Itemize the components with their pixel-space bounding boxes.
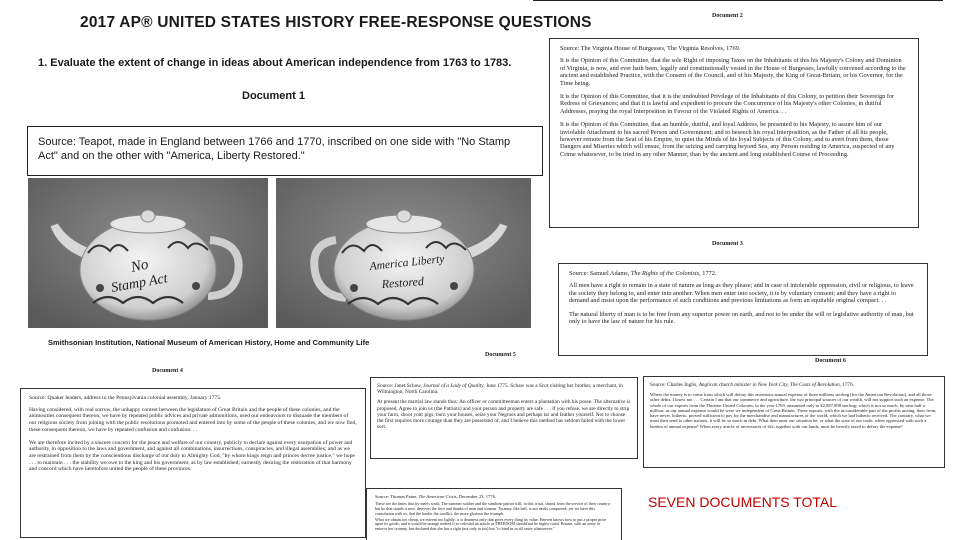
teapot-inscription-restored: Restored bbox=[381, 274, 425, 291]
teapot-inscription-stamp-act: Stamp Act bbox=[110, 271, 169, 296]
doc7-box bbox=[366, 488, 622, 540]
doc2-paragraph: It is the Opinion of this Committee, that an humble, dutiful, and loyal Address, be presented to his Majesty, to assure him of our inviolable Attachment to his sacred Person and Government; and to beseech his royal Interposition, as the Father of all his people, however remote from the Seat of his Empire, to quiet the Minds of his loyal Subjects of this Colony, and to avert from them, those Dangers and Miseries which will ensue, from the seizing and carrying beyond Sea, any Person residing in America, suspected of any Crime whatsoever, to be tried in any other Manner, than by the ancient and long established Course of Proceeding. bbox=[560, 121, 895, 158]
doc2-label: Document 2 bbox=[712, 13, 743, 19]
doc1-source-text: Source: Teapot, made in England between 1766 and 1770, inscribed on one side with "No Stamp Act" and on the other with "America, Liberty Restored." bbox=[38, 136, 511, 162]
doc2-box bbox=[549, 38, 919, 228]
doc5-source bbox=[377, 383, 631, 395]
doc6-source-suffix: 1776. bbox=[840, 382, 854, 388]
teapot-inscription-america-liberty: America Liberty bbox=[369, 253, 445, 273]
teapot-left-illustration bbox=[28, 178, 268, 328]
doc3-paragraph: All men have a right to remain in a state of nature as long as they please; and in case of intolerable oppression, civil or religious, to leave the society they belong to, and enter into another. When men enter into society, it is by voluntary consent; and they have a right to demand and insist upon the performance of such conditions and previous limitations as form an equitable original compact. . . bbox=[569, 282, 914, 305]
doc7-source-prefix: Source: Thomas Paine, bbox=[375, 494, 419, 499]
teapot-photo-no-stamp-act bbox=[28, 178, 268, 328]
doc4-label: Document 4 bbox=[152, 368, 183, 374]
doc2-source: Source: The Virginia House of Burgesses, The Virginia Resolves, 1769. bbox=[560, 45, 741, 52]
doc1-heading: Document 1 bbox=[242, 90, 305, 102]
doc3-box bbox=[558, 263, 928, 356]
doc6-source-prefix: Source: Charles Inglis, bbox=[650, 382, 699, 388]
doc2-paragraph: It is the Opinion of this Committee, that it is the undoubted Privilege of the Inhabitants of this Colony, to petition their Sovereign for Redress of Grievances; and that it is lawful and expedient to procure the Concurrence of his Majesty's other Colonies, in dutiful Addresses, praying the royal Interposition in Favour of the Violated Rights of America. . . bbox=[560, 93, 895, 115]
doc3-source-suffix: 1772. bbox=[700, 270, 717, 277]
doc4-paragraph: Having considered, with real sorrow, the unhappy contest between the legislature of Great Britain and the people of these colonies, and the animosities consequent thereon, we have by repeated public advices and private admonitions, used our endeavours to dissuade the members of our religious society from joining with the public resolutions promoted and entered into by some of the people of these colonies, and we now find, these consequent thereon, we have by repeated confusion and confusion. . . bbox=[29, 406, 357, 433]
doc7-source-suffix: December 23, 1776. bbox=[457, 494, 497, 499]
doc6-source-title: Anglican church minister in New York City, The Costs of Revolution, bbox=[698, 382, 841, 388]
doc6-label: Document 6 bbox=[815, 358, 846, 364]
doc1-source-box bbox=[27, 126, 543, 176]
doc6-box bbox=[643, 376, 945, 468]
page-title: 2017 AP® UNITED STATES HISTORY FREE-RESPONSE QUESTIONS bbox=[80, 14, 592, 31]
teapot-photo-america-liberty-restored bbox=[276, 178, 531, 328]
doc2-paragraph: It is the Opinion of this Committee, that the sole Right of imposing Taxes on the Inhabitants of this his Majesty's Colony and Dominion of Virginia, is now, and ever hath been, legally and constitutionally vested in the House of Burgesses, lawfully convened according to the ancient and established Practice, with the Consent of the Council, and of his Majesty, the King of Great-Britain, or his Governor, for the Time being. bbox=[560, 57, 906, 87]
doc5-source-suffix: June 1775. Schaw was a Scot visiting her brother, a merchant, in Wilmington, North Carolina. bbox=[377, 383, 623, 396]
doc6-paragraph: Where the money is to come from which will defray this enormous annual expense of three millions sterling [for the American Revolution], and all those other debts, I know not . . . Certain I am that our commerce and agriculture, the two principal sources of our wealth, will not support such an expense. The whole of our exports from the Thirteen United Colonies, in the year 1769, amounted only to £2,887,898 sterling; which is not so much, by near half a million, as our annual expense would be were we independent of Great Britain. These exports, with the inconsiderable part of the profits arising, their from, have never, hitherto, proved sufficient to pay for the merchandise and manufactures of the world, which we had hitherto received. The contrary, what we must then send to other nations, it will be so much in debt. What then must our situation be, or what the state of our trade, when oppressed with such a burden of annual expense! When every article of necessaries of life, together with our lands, must be heavily taxed to defray the expense! bbox=[650, 392, 937, 429]
doc3-label: Document 3 bbox=[712, 241, 743, 247]
doc1-credit: Smithsonian Institution, National Museum of American History, Home and Community Life bbox=[48, 338, 370, 347]
doc5-paragraph: At present the martial law stands thus: An officer or committeeman enters a plantation with his posse. The alternative is proposed, Agree to join us (the Patriots) and your person and property are safe . . . if you refuse, we are directly to strip your farm, shoot your pigs, burn your houses, seize your Negroes and perhaps tar and feather yourself. Not to choose the first requires more courage than they are possessed of, and I believe this method has seldom failed with the lower sort. bbox=[377, 399, 631, 431]
doc5-box bbox=[370, 377, 638, 459]
doc4-paragraph: We are therefore incited by a sincere concern for the peace and welfare of our country, publicly to declare against every usurpation of power and authority, in opposition to the laws and government, and against all combinations, insurrections, conspiracies, and illegal assemblies; and as we are restrained from them by the conscientious discharge of our duty to Almighty God, "by whom kings reign and princes decree justice," we hope . . . to maintain . . . the stability we owe to the king and his government, as by law established; earnestly desiring the restoration of that harmony and concord which have heretofore united the people of these provinces. bbox=[29, 439, 355, 473]
doc4-box bbox=[20, 388, 366, 538]
question-prompt: 1. Evaluate the extent of change in ideas about American independence from 1763 to 1783. bbox=[38, 57, 512, 69]
doc3-source-title: The Rights of the Colonists, bbox=[630, 270, 701, 277]
doc7-paragraph: These are the times that try men's souls. The summer soldier and the sunshine patriot will, in this crisis, shrink from the service of their country; but he that stands it now, deserves the love and thanks of man and woman. Tyranny, like hell, is not easily conquered; yet we have this consolation with us, that the harder the conflict, the more glorious the triumph. bbox=[375, 501, 611, 516]
doc5-source-prefix: Source: Janet Schaw, bbox=[377, 383, 424, 389]
doc6-source bbox=[650, 382, 938, 388]
teapot-right-illustration bbox=[276, 178, 531, 328]
top-rule bbox=[533, 0, 943, 1]
doc7-source bbox=[375, 494, 613, 499]
seven-documents-total-note: SEVEN DOCUMENTS TOTAL bbox=[648, 494, 838, 510]
doc3-source bbox=[569, 270, 917, 277]
doc3-paragraph: The natural liberty of man is to be free from any superior power on earth, and not to be under the will or legislative authority of man, but only to have the law of nature for his rule. bbox=[569, 310, 914, 326]
doc5-label: Document 5 bbox=[485, 352, 516, 358]
doc7-paragraph: What we obtain too cheap, we esteem too lightly: it is dearness only that gives every thing its value. Heaven knows how to put a proper price upon its goods; and it would be strange indeed if so celestial an article as FREEDOM should not be highly rated. Britain, with an army to enforce her tyranny, has declared that she has a right (not only to tax) but "to bind us in all cases whatsoever." bbox=[375, 516, 607, 531]
doc5-source-title: Journal of a Lady of Quality, bbox=[423, 383, 485, 389]
doc7-source-title: The American Crisis, bbox=[418, 494, 458, 499]
doc4-source: Source: Quaker leaders, address to the Pennsylvania colonial assembly, January 1775. bbox=[29, 395, 222, 401]
doc3-source-prefix: Source: Samuel Adams, bbox=[569, 270, 631, 277]
teapot-inscription-no: No bbox=[129, 256, 150, 276]
